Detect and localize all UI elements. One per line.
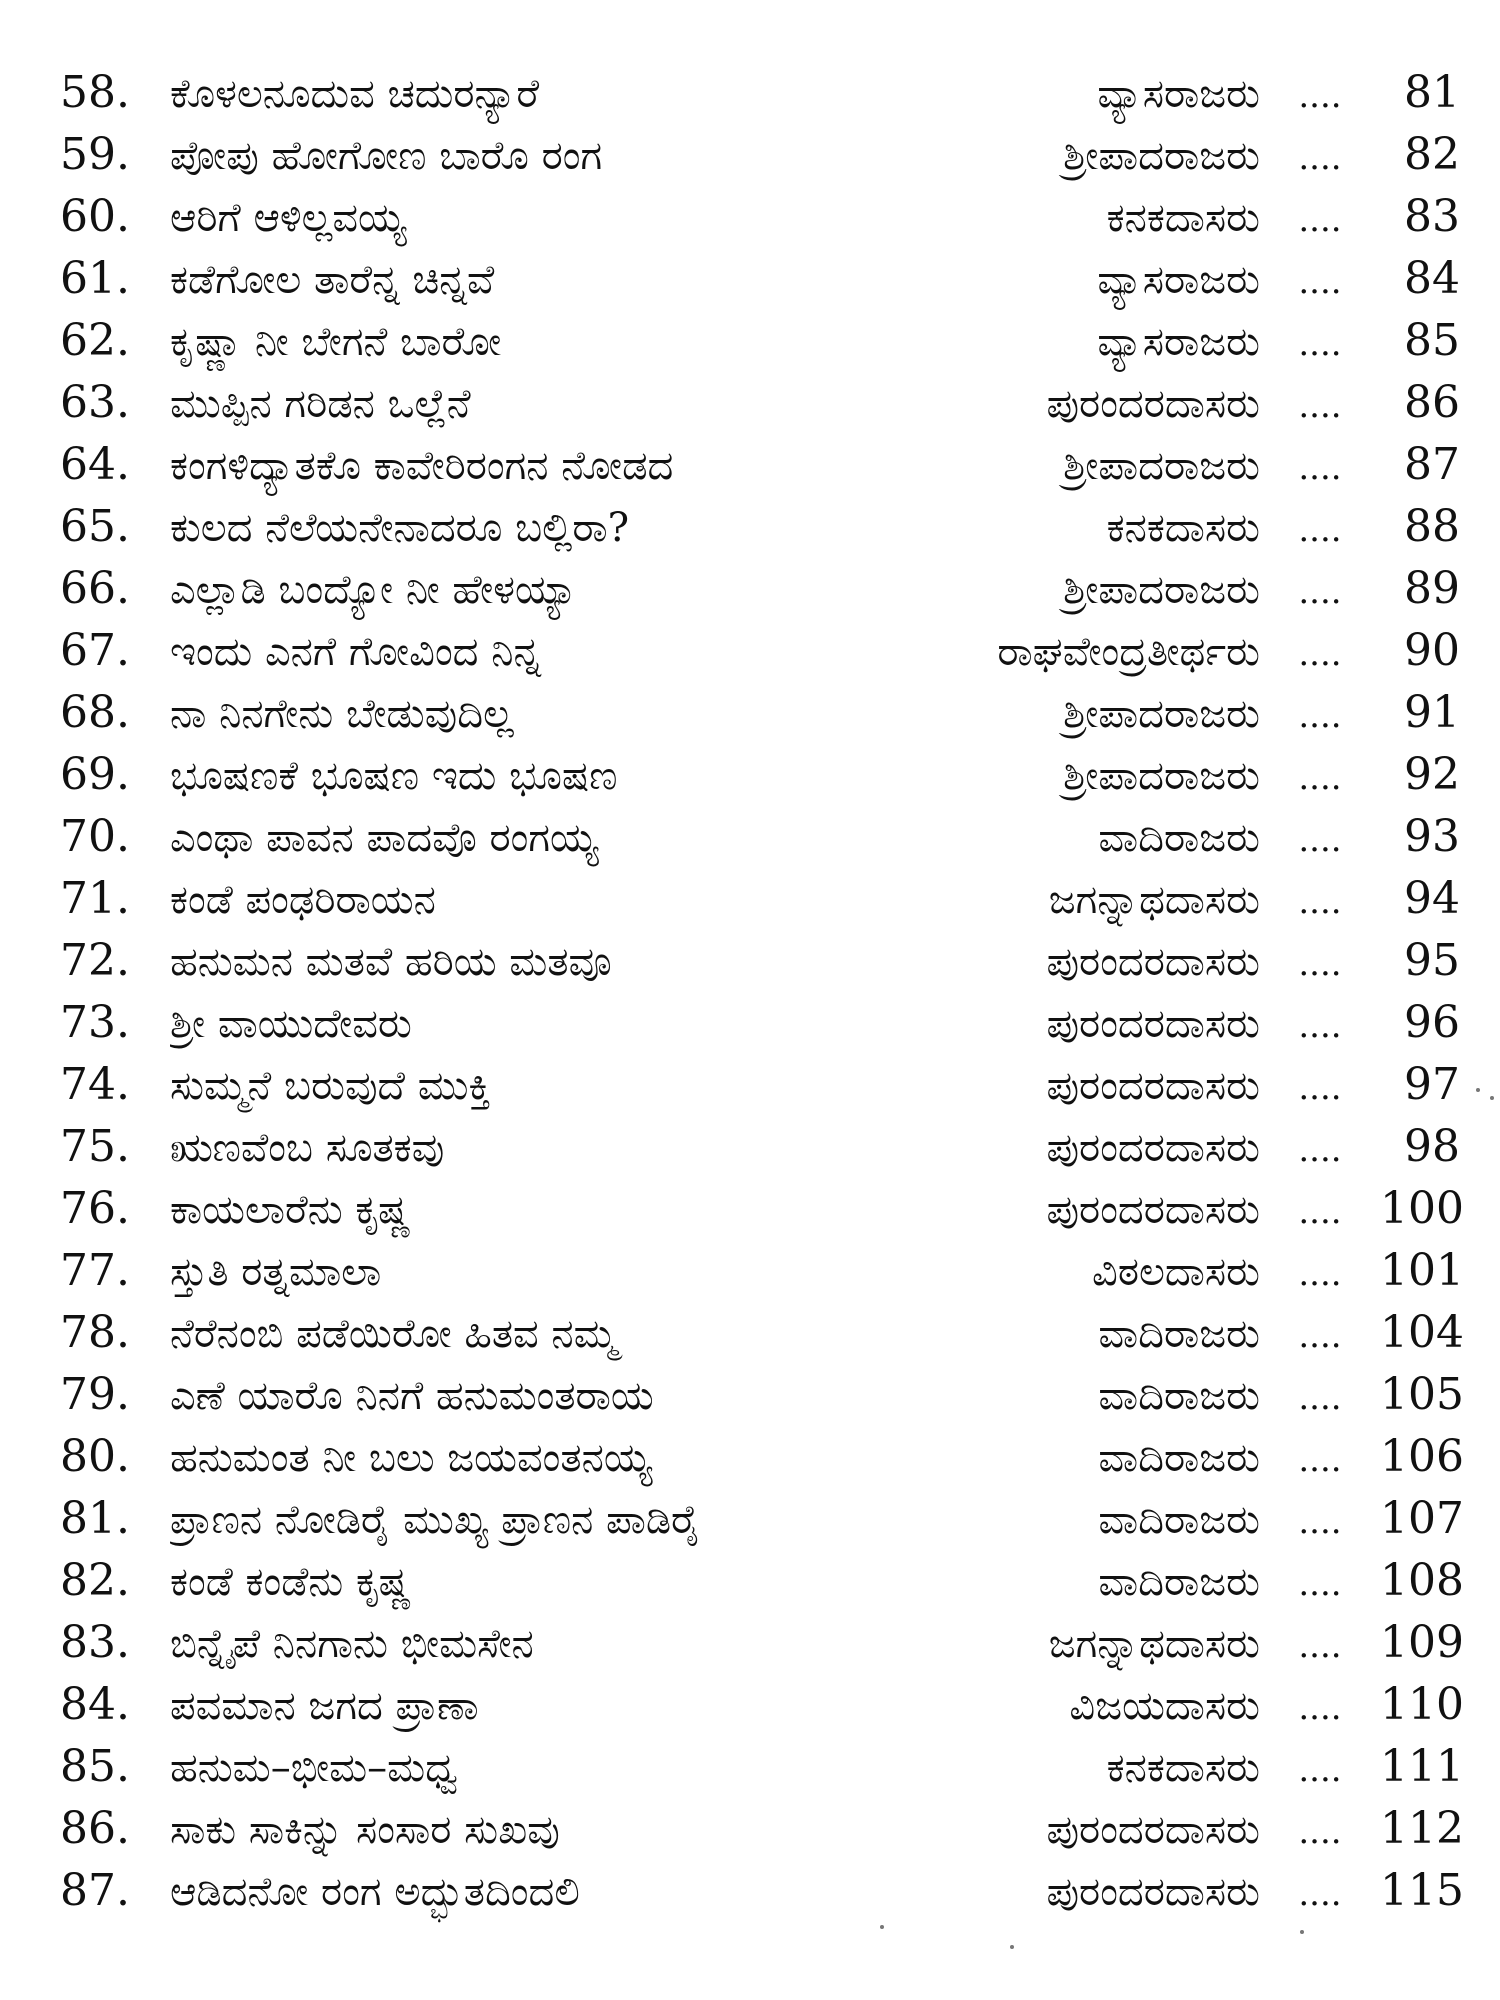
entry-title: ಕಂಡೆ ಪಂಢರಿರಾಯನ: [170, 877, 436, 923]
entry-leader-dots: ....: [1298, 324, 1342, 364]
entry-author: ವ್ಯಾಸರಾಜರು: [1097, 319, 1260, 365]
entry-title: ಹನುಮ–ಭೀಮ–ಮಧ್ವ: [170, 1745, 459, 1791]
toc-entry: [60, 1116, 1460, 1178]
entry-leader-dots: ....: [1298, 200, 1342, 240]
entry-title: ಸಾಕು ಸಾಕಿನ್ನು ಸಂಸಾರ ಸುಖವು: [170, 1807, 560, 1853]
entry-page-number: 98: [1404, 1121, 1460, 1172]
toc-entry: [60, 1612, 1464, 1674]
entry-title: ನೆರೆನಂಬಿ ಪಡೆಯಿರೋ ಹಿತವ ನಮ್ಮ: [170, 1311, 618, 1357]
entry-page-number: 100: [1380, 1183, 1464, 1234]
entry-title: ಸುಮ್ಮನೆ ಬರುವುದೆ ಮುಕ್ತಿ: [170, 1063, 491, 1109]
scan-speck: [1490, 1096, 1494, 1100]
entry-title: ಆಡಿದನೋ ರಂಗ ಅದ್ಭುತದಿಂದಲಿ: [170, 1869, 580, 1915]
entry-number: 59.: [60, 129, 130, 180]
entry-page-number: 85: [1404, 315, 1460, 366]
entry-page-number: 92: [1404, 749, 1460, 800]
entry-leader-dots: ....: [1298, 1316, 1342, 1356]
entry-page-number: 93: [1404, 811, 1460, 862]
toc-entry: [60, 1860, 1464, 1922]
entry-title: ಕಡೆಗೋಲ ತಾರೆನ್ನ ಚಿನ್ನವೆ: [170, 257, 495, 303]
entry-author: ವಾದಿರಾಜರು: [1098, 1311, 1260, 1357]
entry-number: 73.: [60, 997, 130, 1048]
entry-leader-dots: ....: [1298, 1502, 1342, 1542]
toc-entry: [60, 1550, 1464, 1612]
entry-author: ಪುರಂದರದಾಸರು: [1046, 1187, 1260, 1233]
entry-number: 80.: [60, 1431, 130, 1482]
toc-entry: [60, 806, 1460, 868]
entry-leader-dots: ....: [1298, 76, 1342, 116]
toc-entry: [60, 310, 1460, 372]
entry-number: 65.: [60, 501, 130, 552]
entry-title: ಪ್ರಾಣನ ನೋಡಿರೈ ಮುಖ್ಯ ಪ್ರಾಣನ ಪಾಡಿರೈ: [170, 1497, 701, 1543]
entry-number: 86.: [60, 1803, 130, 1854]
entry-author: ವಾದಿರಾಜರು: [1098, 1373, 1260, 1419]
toc-entry: [60, 1364, 1464, 1426]
entry-page-number: 86: [1404, 377, 1460, 428]
entry-title: ಋಣವೆಂಬ ಸೂತಕವು: [170, 1125, 445, 1171]
entry-leader-dots: ....: [1298, 1130, 1342, 1170]
entry-title: ಆರಿಗೆ ಆಳಿಲ್ಲವಯ್ಯ: [170, 195, 407, 241]
entry-title: ಮುಪ್ಪಿನ ಗರಿಡನ ಒಲ್ಲೆನೆ: [170, 381, 471, 427]
entry-number: 85.: [60, 1741, 130, 1792]
entry-author: ವ್ಯಾಸರಾಜರು: [1097, 71, 1260, 117]
toc-entry: [60, 1302, 1464, 1364]
entry-title: ಹನುಮನ ಮತವೆ ಹರಿಯ ಮತವೂ: [170, 939, 612, 985]
entry-number: 74.: [60, 1059, 130, 1110]
toc-entry: [60, 930, 1460, 992]
entry-number: 76.: [60, 1183, 130, 1234]
entry-title: ಕೃಷ್ಣಾ ನೀ ಬೇಗನೆ ಬಾರೋ: [170, 319, 502, 365]
toc-entry: [60, 1178, 1464, 1240]
entry-leader-dots: ....: [1298, 572, 1342, 612]
entry-author: ವಾದಿರಾಜರು: [1098, 1497, 1260, 1543]
entry-title: ನಾ ನಿನಗೇನು ಬೇಡುವುದಿಲ್ಲ: [170, 691, 514, 737]
entry-page-number: 106: [1380, 1431, 1464, 1482]
entry-leader-dots: ....: [1298, 1378, 1342, 1418]
entry-number: 58.: [60, 67, 130, 118]
entry-page-number: 104: [1380, 1307, 1464, 1358]
toc-entry: [60, 992, 1460, 1054]
entry-number: 82.: [60, 1555, 130, 1606]
toc-entry: [60, 558, 1460, 620]
entry-number: 71.: [60, 873, 130, 924]
entry-number: 68.: [60, 687, 130, 738]
entry-author: ಪುರಂದರದಾಸರು: [1046, 1001, 1260, 1047]
entry-author: ವಾದಿರಾಜರು: [1098, 815, 1260, 861]
entry-page-number: 105: [1380, 1369, 1464, 1420]
entry-page-number: 94: [1404, 873, 1460, 924]
toc-entry: [60, 1736, 1464, 1798]
entry-page-number: 115: [1380, 1865, 1464, 1916]
entry-page-number: 89: [1404, 563, 1460, 614]
entry-author: ವಿಠಲದಾಸರು: [1092, 1249, 1260, 1295]
entry-number: 69.: [60, 749, 130, 800]
entry-leader-dots: ....: [1298, 1626, 1342, 1666]
entry-author: ಪುರಂದರದಾಸರು: [1046, 1125, 1260, 1171]
entry-number: 70.: [60, 811, 130, 862]
entry-number: 64.: [60, 439, 130, 490]
entry-title: ಎಂಥಾ ಪಾವನ ಪಾದವೊ ರಂಗಯ್ಯ: [170, 815, 599, 861]
entry-leader-dots: ....: [1298, 510, 1342, 550]
entry-author: ಪುರಂದರದಾಸರು: [1046, 1063, 1260, 1109]
entry-page-number: 87: [1404, 439, 1460, 490]
entry-page-number: 95: [1404, 935, 1460, 986]
entry-title: ಭೂಷಣಕೆ ಭೂಷಣ ಇದು ಭೂಷಣ: [170, 753, 618, 799]
scan-speck: [880, 1925, 884, 1929]
entry-leader-dots: ....: [1298, 1192, 1342, 1232]
entry-title: ಕಾಯಲಾರೆನು ಕೃಷ್ಣ: [170, 1187, 411, 1233]
scan-speck: [1476, 1088, 1480, 1092]
toc-entry: [60, 1488, 1464, 1550]
entry-author: ಶ್ರೀಪಾದರಾಜರು: [1063, 567, 1260, 613]
entry-number: 62.: [60, 315, 130, 366]
entry-leader-dots: ....: [1298, 1440, 1342, 1480]
entry-title: ಕೊಳಲನೂದುವ ಚದುರನ್ಯಾರೆ: [170, 71, 540, 117]
entry-author: ಜಗನ್ನಾಥದಾಸರು: [1048, 1621, 1260, 1667]
entry-author: ಪುರಂದರದಾಸರು: [1046, 1869, 1260, 1915]
entry-number: 63.: [60, 377, 130, 428]
toc-entry: [60, 1054, 1460, 1116]
toc-entry: [60, 1240, 1464, 1302]
entry-number: 83.: [60, 1617, 130, 1668]
entry-leader-dots: ....: [1298, 1688, 1342, 1728]
entry-page-number: 96: [1404, 997, 1460, 1048]
entry-title: ಸ್ತುತಿ ರತ್ನಮಾಲಾ: [170, 1249, 382, 1295]
entry-number: 61.: [60, 253, 130, 304]
entry-page-number: 90: [1404, 625, 1460, 676]
toc-entry: [60, 1426, 1464, 1488]
toc-entry: [60, 1674, 1464, 1736]
entry-leader-dots: ....: [1298, 696, 1342, 736]
entry-page-number: 84: [1404, 253, 1460, 304]
entry-number: 67.: [60, 625, 130, 676]
entry-page-number: 97: [1404, 1059, 1460, 1110]
entry-title: ಕಂಡೆ ಕಂಡೆನು ಕೃಷ್ಣ: [170, 1559, 412, 1605]
entry-leader-dots: ....: [1298, 1068, 1342, 1108]
entry-page-number: 112: [1380, 1803, 1464, 1854]
entry-leader-dots: ....: [1298, 262, 1342, 302]
entry-page-number: 81: [1404, 67, 1460, 118]
entry-author: ಕನಕದಾಸರು: [1106, 1745, 1260, 1791]
toc-entry: [60, 682, 1460, 744]
entry-title: ಎಣೆ ಯಾರೊ ನಿನಗೆ ಹನುಮಂತರಾಯ: [170, 1373, 654, 1419]
entry-title: ಬಿನ್ನೈಪೆ ನಿನಗಾನು ಭೀಮಸೇನ: [170, 1621, 534, 1667]
entry-number: 79.: [60, 1369, 130, 1420]
entry-leader-dots: ....: [1298, 882, 1342, 922]
toc-entry: [60, 1798, 1464, 1860]
entry-leader-dots: ....: [1298, 1006, 1342, 1046]
entry-page-number: 83: [1404, 191, 1460, 242]
toc-entry: [60, 868, 1460, 930]
entry-number: 78.: [60, 1307, 130, 1358]
entry-leader-dots: ....: [1298, 386, 1342, 426]
toc-entry: [60, 186, 1460, 248]
entry-author: ಶ್ರೀಪಾದರಾಜರು: [1063, 133, 1260, 179]
entry-leader-dots: ....: [1298, 138, 1342, 178]
entry-author: ಕನಕದಾಸರು: [1106, 195, 1260, 241]
entry-leader-dots: ....: [1298, 634, 1342, 674]
entry-author: ಶ್ರೀಪಾದರಾಜರು: [1063, 753, 1260, 799]
entry-number: 87.: [60, 1865, 130, 1916]
entry-number: 60.: [60, 191, 130, 242]
entry-leader-dots: ....: [1298, 944, 1342, 984]
entry-page-number: 108: [1380, 1555, 1464, 1606]
entry-leader-dots: ....: [1298, 1874, 1342, 1914]
entry-author: ವಾದಿರಾಜರು: [1098, 1435, 1260, 1481]
entry-number: 66.: [60, 563, 130, 614]
entry-number: 72.: [60, 935, 130, 986]
entry-author: ಕನಕದಾಸರು: [1106, 505, 1260, 551]
scan-speck: [1010, 1945, 1014, 1949]
toc-entry: [60, 496, 1460, 558]
entry-leader-dots: ....: [1298, 1254, 1342, 1294]
entry-leader-dots: ....: [1298, 758, 1342, 798]
entry-page-number: 101: [1380, 1245, 1464, 1296]
toc-entry: [60, 744, 1460, 806]
table-of-contents: [60, 62, 1464, 1922]
entry-page-number: 91: [1404, 687, 1460, 738]
entry-author: ವಿಜಯದಾಸರು: [1069, 1683, 1260, 1729]
entry-author: ವಾದಿರಾಜರು: [1098, 1559, 1260, 1605]
entry-page-number: 111: [1380, 1741, 1464, 1792]
entry-title: ಪವಮಾನ ಜಗದ ಪ್ರಾಣಾ: [170, 1683, 479, 1729]
toc-entry: [60, 434, 1460, 496]
entry-author: ವ್ಯಾಸರಾಜರು: [1097, 257, 1260, 303]
entry-title: ಪೋಪು ಹೋಗೋಣ ಬಾರೊ ರಂಗ: [170, 133, 603, 179]
entry-title: ಹನುಮಂತ ನೀ ಬಲು ಜಯವಂತನಯ್ಯ: [170, 1435, 653, 1481]
toc-entry: [60, 62, 1460, 124]
entry-page-number: 110: [1380, 1679, 1464, 1730]
toc-entry: [60, 124, 1460, 186]
entry-title: ಕುಲದ ನೆಲೆಯನೇನಾದರೂ ಬಲ್ಲಿರಾ?: [170, 505, 630, 551]
toc-entry: [60, 248, 1460, 310]
entry-leader-dots: ....: [1298, 1812, 1342, 1852]
entry-title: ಇಂದು ಎನಗೆ ಗೋವಿಂದ ನಿನ್ನ: [170, 629, 542, 675]
entry-number: 77.: [60, 1245, 130, 1296]
toc-entry: [60, 620, 1460, 682]
entry-title: ಶ್ರೀ ವಾಯುದೇವರು: [170, 1001, 412, 1047]
entry-leader-dots: ....: [1298, 448, 1342, 488]
entry-author: ಶ್ರೀಪಾದರಾಜರು: [1063, 691, 1260, 737]
entry-page-number: 88: [1404, 501, 1460, 552]
entry-page-number: 109: [1380, 1617, 1464, 1668]
entry-page-number: 107: [1380, 1493, 1464, 1544]
entry-author: ಪುರಂದರದಾಸರು: [1046, 1807, 1260, 1853]
entry-author: ಪುರಂದರದಾಸರು: [1046, 939, 1260, 985]
entry-author: ಶ್ರೀಪಾದರಾಜರು: [1063, 443, 1260, 489]
entry-title: ಕಂಗಳಿದ್ಯಾತಕೊ ಕಾವೇರಿರಂಗನ ನೋಡದ: [170, 443, 674, 489]
entry-author: ರಾಘವೇಂದ್ರತೀರ್ಥರು: [997, 629, 1260, 675]
entry-leader-dots: ....: [1298, 1564, 1342, 1604]
scan-speck: [1300, 1930, 1304, 1934]
entry-number: 81.: [60, 1493, 130, 1544]
entry-page-number: 82: [1404, 129, 1460, 180]
entry-leader-dots: ....: [1298, 1750, 1342, 1790]
entry-author: ಜಗನ್ನಾಥದಾಸರು: [1048, 877, 1260, 923]
entry-author: ಪುರಂದರದಾಸರು: [1046, 381, 1260, 427]
entry-number: 84.: [60, 1679, 130, 1730]
entry-leader-dots: ....: [1298, 820, 1342, 860]
entry-number: 75.: [60, 1121, 130, 1172]
toc-entry: [60, 372, 1460, 434]
entry-title: ಎಲ್ಲಾಡಿ ಬಂದ್ಯೋ ನೀ ಹೇಳಯ್ಯಾ: [170, 567, 578, 613]
